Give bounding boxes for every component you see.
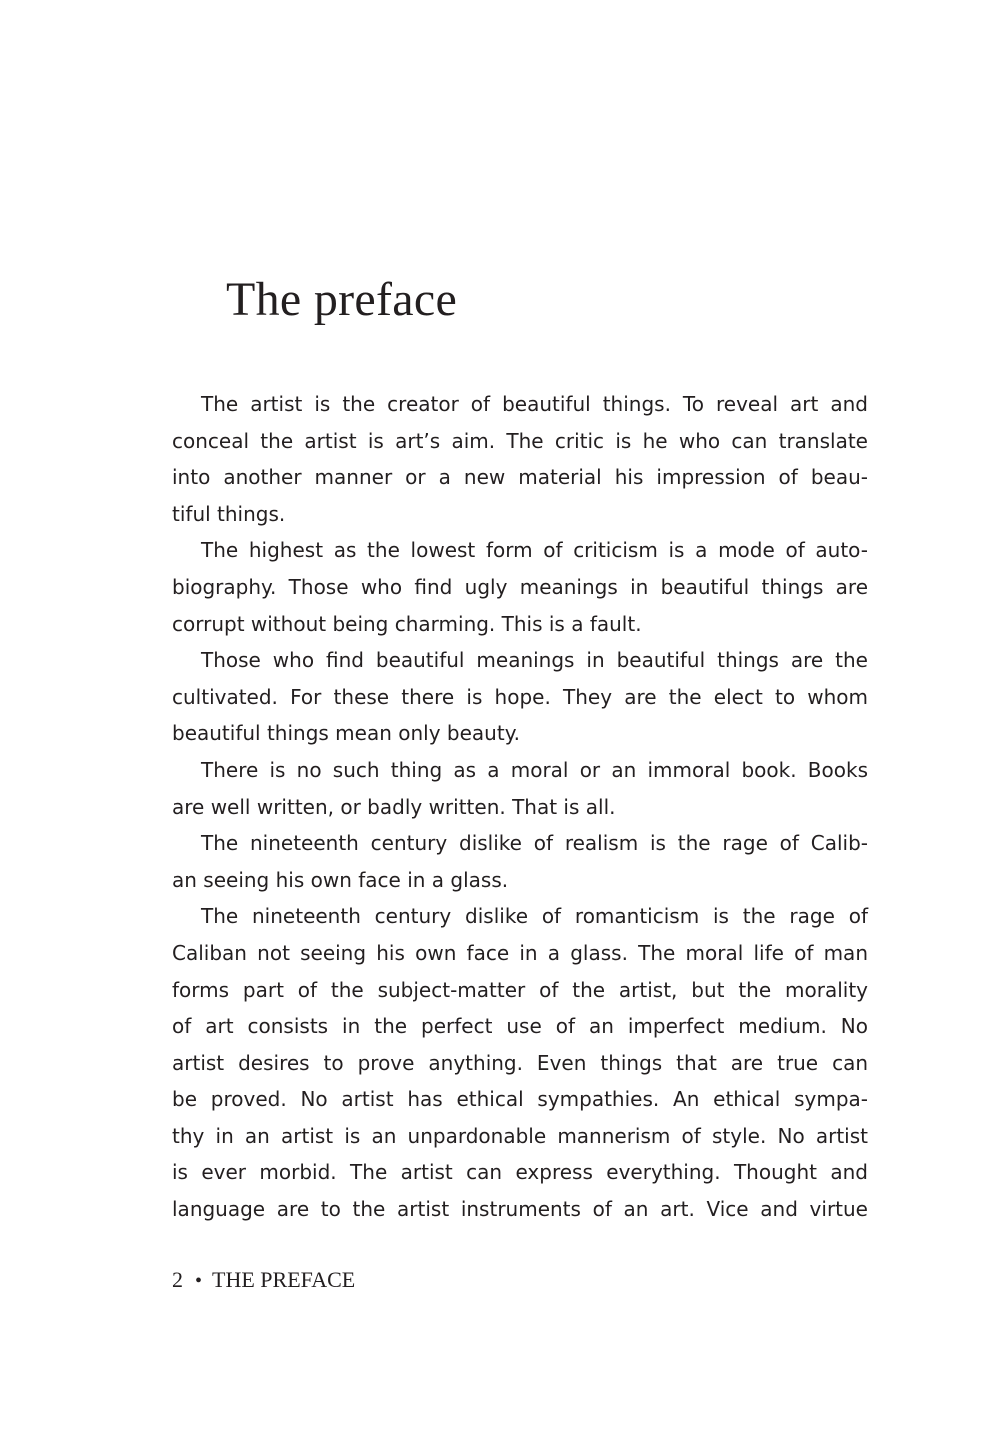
text-line: forms part of the subject-matter of the artist, but the morality <box>172 977 868 1002</box>
text-line: cultivated. For these there is hope. They are the elect to whom <box>172 684 868 709</box>
text-line: are well written, or badly written. That is all. <box>172 794 616 819</box>
text-line: is ever morbid. The artist can express everything. Thought and <box>172 1160 868 1185</box>
text-line: artist desires to prove anything. Even things that are true can <box>172 1050 868 1075</box>
text-line: corrupt without being charming. This is a fault. <box>172 611 642 636</box>
text-line: The artist is the creator of beautiful things. To reveal art and <box>201 392 868 416</box>
text-line: The highest as the lowest form of criticism is a mode of auto- <box>201 538 868 563</box>
text-line: tiful things. <box>172 501 286 526</box>
text-line: an seeing his own face in a glass. <box>172 867 509 892</box>
text-line: Those who find beautiful meanings in beautiful things are the <box>201 648 868 673</box>
text-line: of art consists in the perfect use of an imperfect medium. No <box>172 1014 868 1039</box>
text-line: The nineteenth century dislike of romanticism is the rage of <box>201 904 868 929</box>
text-line: There is no such thing as a moral or an immoral book. Books <box>201 757 868 782</box>
text-line: thy in an artist is an unpardonable mannerism of style. No artist <box>172 1123 868 1148</box>
text-line: conceal the artist is art’s aim. The critic is he who can translate <box>172 428 868 453</box>
body-text <box>172 386 868 1228</box>
chapter-title: The preface <box>226 273 458 326</box>
text-line: Caliban not seeing his own face in a glass. The moral life of man <box>172 940 868 965</box>
page-footer <box>172 1266 355 1295</box>
text-line: into another manner or a new material his impression of beau- <box>172 465 868 490</box>
bullet-separator: • <box>195 1270 203 1292</box>
page-number: 2 <box>172 1267 183 1292</box>
running-head: THE PREFACE <box>212 1267 356 1292</box>
text-line: biography. Those who find ugly meanings in beautiful things are <box>172 574 868 599</box>
text-line: The nineteenth century dislike of realism is the rage of Calib- <box>201 831 868 856</box>
text-line: be proved. No artist has ethical sympathies. An ethical sympa- <box>172 1087 868 1112</box>
text-line: beautiful things mean only beauty. <box>172 721 521 746</box>
text-line: language are to the artist instruments of an art. Vice and virtue <box>172 1197 868 1222</box>
